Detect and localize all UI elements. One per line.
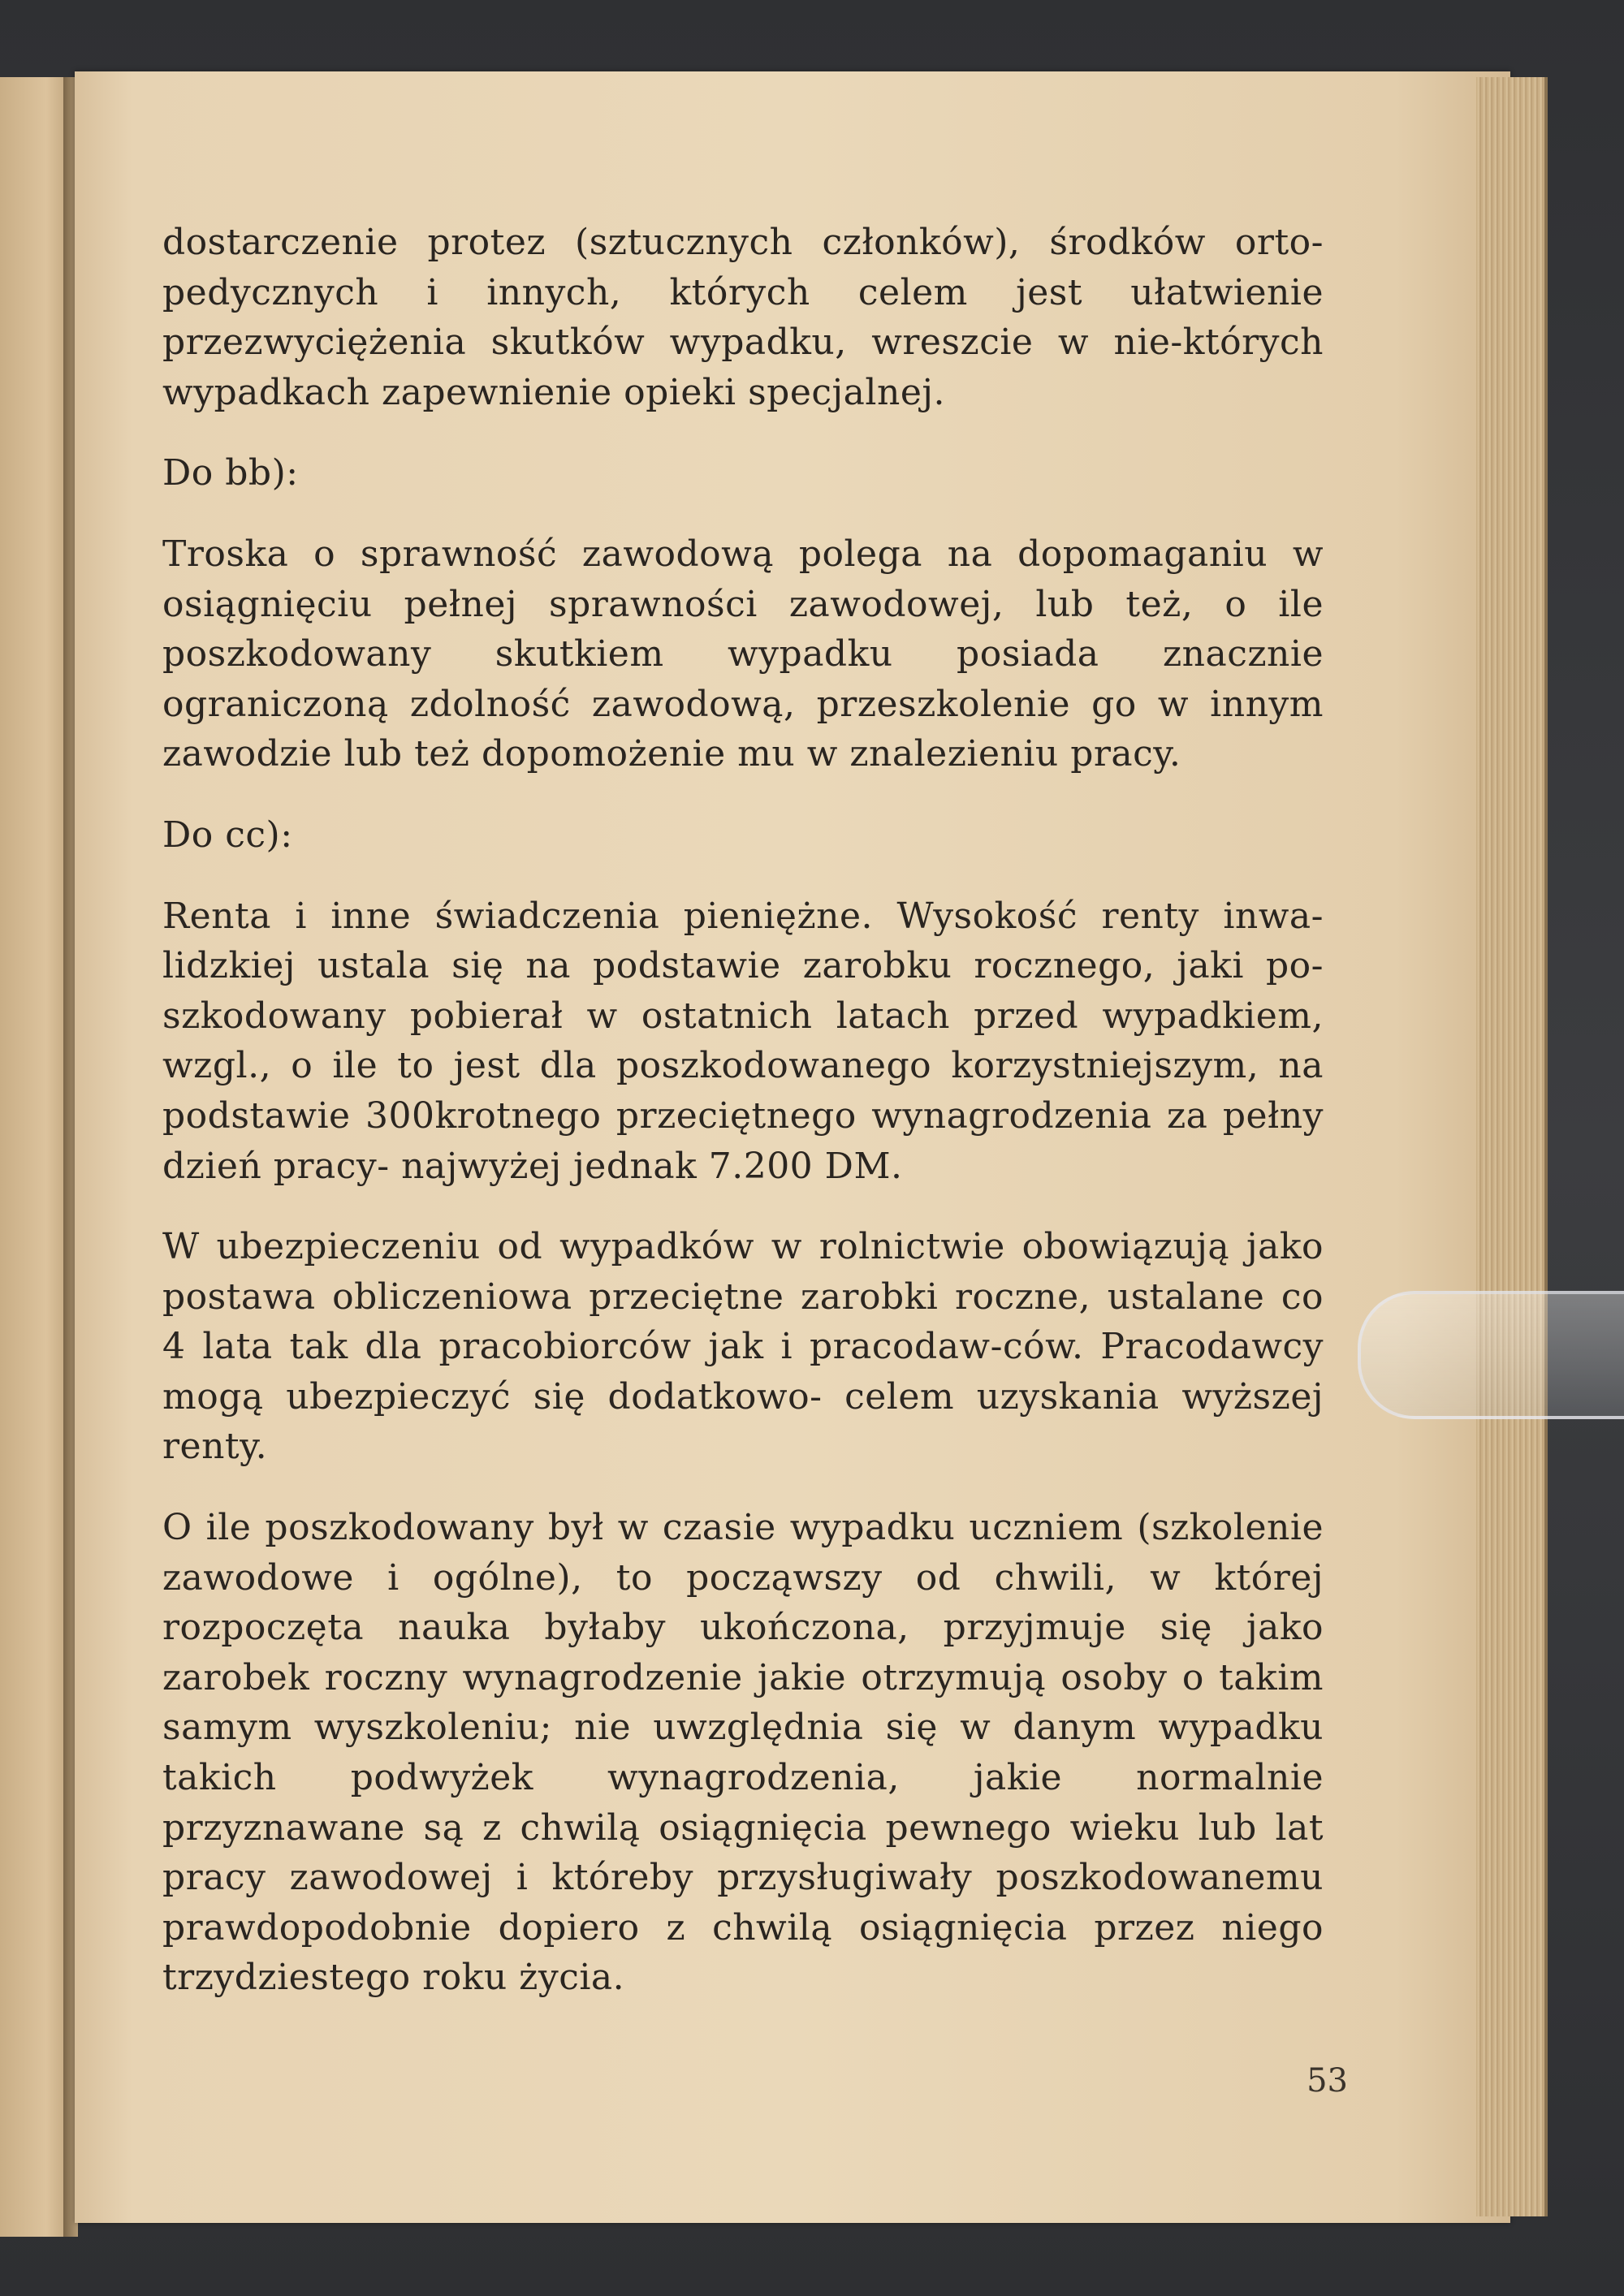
page-edges <box>1476 77 1548 2216</box>
paragraph-6: W ubezpieczeniu od wypadków w rolnictwie obowiązują jako postawa obliczeniowa przeciętne zarobki roczne, ustalane co 4 lata tak dla pracobiorców jak i pracodaw-ców. Pracodawcy mogą ubezpieczyć się dodatkowo- celem uzyskania wyższej renty. <box>162 1226 1324 1468</box>
paragraph-1: dostarczenie protez (sztucznych członków), środków orto-pedycznych i innych, których celem jest ułatwienie przezwyciężenia skutków wypadku, wreszcie w nie-których wypadkach zapewnienie opieki specjalnej. <box>162 222 1324 413</box>
paragraph-2-heading: Do bb): <box>162 452 299 494</box>
paragraph-4-heading: Do cc): <box>162 814 293 856</box>
page-text <box>162 218 1324 2034</box>
paragraph-5: Renta i inne świadczenia pieniężne. Wysokość renty inwa-lidzkiej ustala się na podstawie zarobku rocznego, jaki po-szkodowany pobierał w ostatnich latach przed wypadkiem, wzgl., o ile to jest dla poszkodowanego korzystniejszym, na podstawie 300krotnego przeciętnego wynagrodzenia za pełny dzień pracy- najwyżej jednak 7.200 DM. <box>162 895 1324 1187</box>
bookmark-clip <box>1358 1291 1624 1419</box>
paragraph-3: Troska o sprawność zawodową polega na dopomaganiu w osiągnięciu pełnej sprawności zawodowej, lub też, o ile poszkodowany skutkiem wypadku posiada znacznie ograniczoną zdolność zawodową, przeszkolenie go w innym zawodzie lub też dopomożenie mu w znalezieniu pracy. <box>162 533 1324 775</box>
page-number: 53 <box>1307 2062 1348 2100</box>
paragraph-7: O ile poszkodowany był w czasie wypadku uczniem (szkolenie zawodowe i ogólne), to począwszy od chwili, w której rozpoczęta nauka byłaby ukończona, przyjmuje się jako zarobek roczny wynagrodzenie jakie otrzymują osoby o takim samym wyszkoleniu; nie uwzględnia się w danym wypadku takich podwyżek wynagrodzenia, jakie normalnie przyznawane są z chwilą osiągnięcia pewnego wieku lub lat pracy zawodowej i któreby przysługiwały poszkodowanemu prawdopodobnie dopiero z chwilą osiągnięcia przez niego trzydziestego roku życia. <box>162 1507 1324 1999</box>
